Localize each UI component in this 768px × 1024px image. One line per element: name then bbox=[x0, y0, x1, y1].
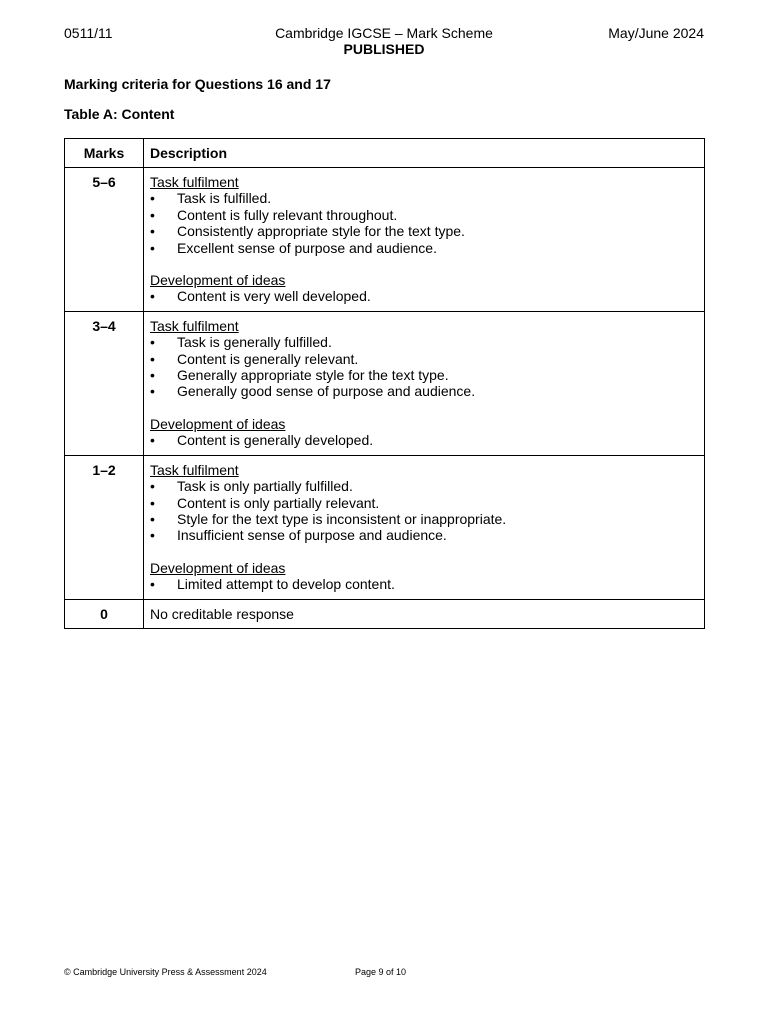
description-cell bbox=[144, 311, 705, 455]
list-item: • Content is generally developed. bbox=[150, 432, 698, 448]
content-table bbox=[64, 138, 705, 629]
copyright-notice: © Cambridge University Press & Assessment 2024 bbox=[64, 967, 267, 977]
table-heading: Table A: Content bbox=[64, 106, 175, 122]
published-label: PUBLISHED bbox=[343, 41, 425, 57]
list-item: • Consistently appropriate style for the text type. bbox=[150, 223, 698, 239]
list-item: • Task is generally fulfilled. bbox=[150, 334, 698, 350]
table-row bbox=[65, 599, 705, 628]
table-header-row bbox=[65, 139, 705, 168]
task-points-list bbox=[150, 478, 698, 544]
description-column-header: Description bbox=[144, 139, 705, 168]
list-item: • Content is only partially relevant. bbox=[150, 495, 698, 511]
list-item: • Excellent sense of purpose and audience. bbox=[150, 240, 698, 256]
development-heading: Development of ideas bbox=[150, 272, 286, 289]
page-number: Page 9 of 10 bbox=[355, 967, 407, 977]
exam-session: May/June 2024 bbox=[608, 25, 704, 41]
marks-column-header: Marks bbox=[65, 139, 144, 168]
list-item: • Limited attempt to develop content. bbox=[150, 576, 698, 592]
task-fulfilment-heading: Task fulfilment bbox=[150, 461, 239, 478]
header-title: Cambridge IGCSE – Mark Scheme bbox=[275, 25, 493, 41]
marks-cell: 3–4 bbox=[65, 311, 144, 455]
task-points-list bbox=[150, 190, 698, 256]
list-item: • Task is fulfilled. bbox=[150, 190, 698, 206]
list-item: • Style for the text type is inconsistent or inappropriate. bbox=[150, 511, 698, 527]
task-fulfilment-heading: Task fulfilment bbox=[150, 317, 239, 334]
task-points-list bbox=[150, 334, 698, 400]
list-item: • Insufficient sense of purpose and audience. bbox=[150, 527, 698, 543]
paper-code: 0511/11 bbox=[64, 25, 113, 41]
development-points-list bbox=[150, 432, 698, 448]
task-fulfilment-heading: Task fulfilment bbox=[150, 174, 239, 190]
list-item: • Content is generally relevant. bbox=[150, 351, 698, 367]
list-item: • Generally good sense of purpose and audience. bbox=[150, 383, 698, 399]
development-heading: Development of ideas bbox=[150, 559, 286, 576]
development-heading: Development of ideas bbox=[150, 415, 286, 432]
marks-cell: 0 bbox=[65, 599, 144, 628]
list-item: • Generally appropriate style for the text type. bbox=[150, 367, 698, 383]
description-cell bbox=[144, 168, 705, 312]
table-row bbox=[65, 168, 705, 312]
table-row bbox=[65, 311, 705, 455]
marks-cell: 5–6 bbox=[65, 168, 144, 312]
description-cell: No creditable response bbox=[144, 599, 705, 628]
development-points-list bbox=[150, 576, 698, 592]
development-points-list bbox=[150, 288, 698, 304]
table-row bbox=[65, 455, 705, 599]
list-item: • Content is very well developed. bbox=[150, 288, 698, 304]
list-item: • Content is fully relevant throughout. bbox=[150, 207, 698, 223]
marks-cell: 1–2 bbox=[65, 455, 144, 599]
criteria-heading: Marking criteria for Questions 16 and 17 bbox=[64, 76, 331, 92]
list-item: • Task is only partially fulfilled. bbox=[150, 478, 698, 494]
description-cell bbox=[144, 455, 705, 599]
header-title-block bbox=[184, 25, 584, 57]
